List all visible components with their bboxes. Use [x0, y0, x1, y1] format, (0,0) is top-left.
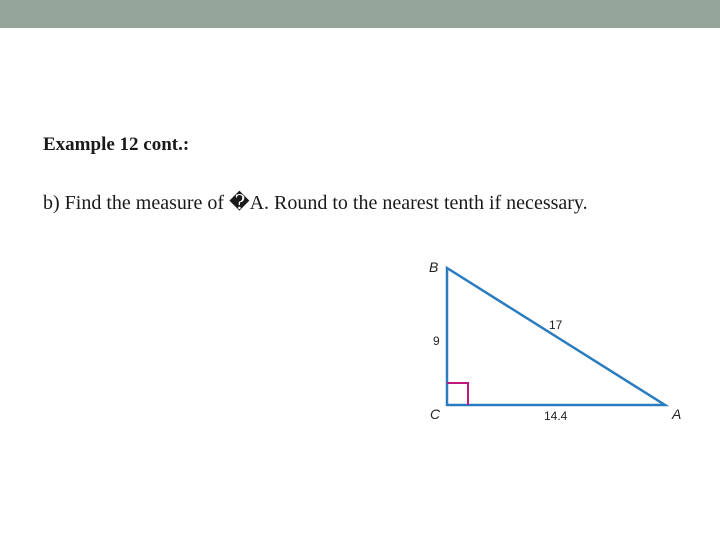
example-heading: Example 12 cont.:: [43, 134, 190, 155]
vertex-b-label: B: [429, 259, 439, 275]
vertex-c-label: C: [430, 406, 441, 422]
triangle-shape: [447, 268, 665, 405]
hypotenuse-length-label: 17: [549, 318, 563, 332]
horizontal-leg-length-label: 14.4: [544, 409, 568, 423]
vertical-leg-length-label: 9: [433, 334, 440, 348]
vertex-a-label: A: [672, 406, 682, 422]
question-text: b) Find the measure of �A. Round to the nearest tenth if necessary.: [43, 192, 588, 214]
right-angle-marker: [447, 383, 468, 405]
